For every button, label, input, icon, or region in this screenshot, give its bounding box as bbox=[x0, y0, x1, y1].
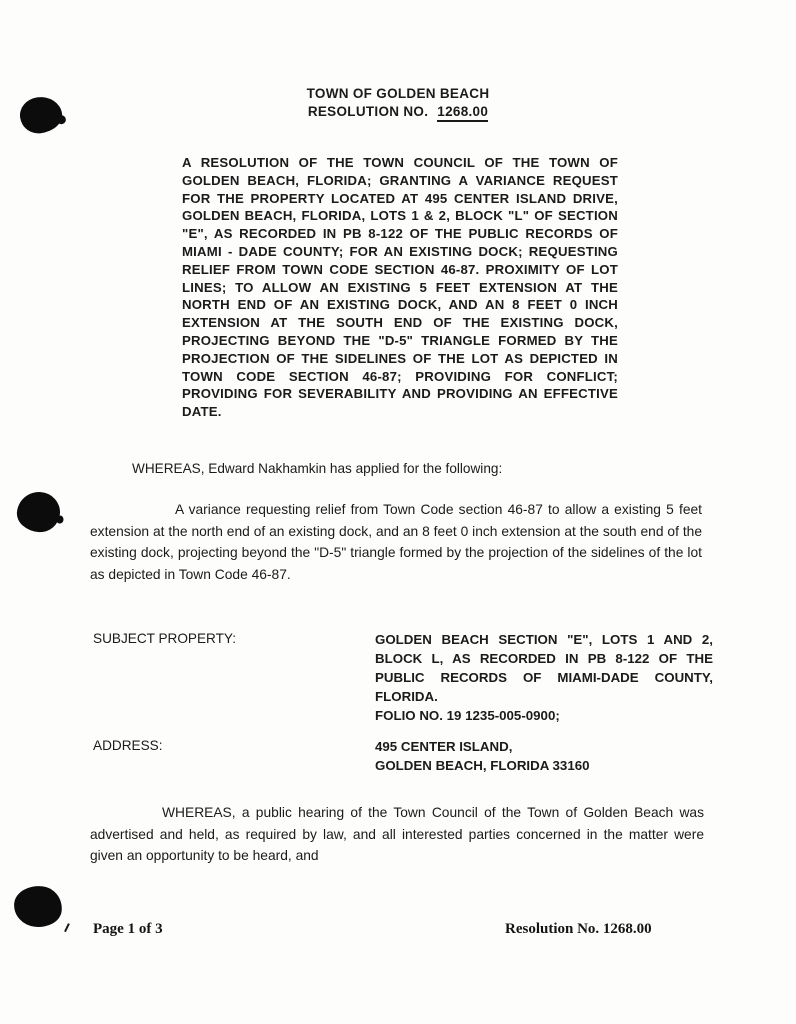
resolution-number: 1268.00 bbox=[437, 104, 488, 122]
document-title: TOWN OF GOLDEN BEACH bbox=[306, 86, 490, 101]
address-label: ADDRESS: bbox=[93, 738, 163, 753]
resolution-number-line bbox=[0, 103, 796, 121]
subject-property-label: SUBJECT PROPERTY: bbox=[93, 631, 237, 646]
page-number: Page 1 of 3 bbox=[93, 921, 163, 937]
address-value bbox=[375, 737, 713, 775]
subject-property-value bbox=[375, 630, 713, 725]
ink-blot-middle-left bbox=[16, 491, 62, 534]
resolution-number-label: RESOLUTION NO. bbox=[307, 104, 429, 119]
subject-property-description: GOLDEN BEACH SECTION "E", LOTS 1 AND 2, BLOCK L, AS RECORDED IN PB 8-122 OF THE PUBLIC RECORDS OF MIAMI-DADE COUNTY, FLORIDA. bbox=[375, 632, 713, 704]
variance-description-paragraph: A variance requesting relief from Town Code section 46-87 to allow a existing 5 feet extension at the north end of an existing dock, and an 8 feet 0 inch extension at the south end of the existing dock, projecting beyond the "D-5" triangle formed by the projection of the sidelines of the lot as depicted in Town Code 46-87. bbox=[90, 502, 702, 582]
whereas-applied-clause: WHEREAS, Edward Nakhamkin has applied for the following: bbox=[132, 461, 503, 476]
subject-property-folio: FOLIO NO. 19 1235-005-0900; bbox=[375, 708, 560, 723]
document-header bbox=[0, 85, 796, 121]
resolution-caption: A RESOLUTION OF THE TOWN COUNCIL OF THE TOWN OF GOLDEN BEACH, FLORIDA; GRANTING A VARIANCE REQUEST FOR THE PROPERTY LOCATED AT 495 CENTER ISLAND DRIVE, GOLDEN BEACH, FLORIDA, LOTS 1 & 2, BLOCK "L" OF SECTION "E", AS RECORDED IN PB 8-122 OF THE PUBLIC RECORDS OF MIAMI - DADE COUNTY; FOR AN EXISTING DOCK; REQUESTING RELIEF FROM TOWN CODE SECTION 46-87. PROXIMITY OF LOT LINES; TO ALLOW AN EXISTING 5 FEET EXTENSION AT THE NORTH END OF AN EXISTING DOCK, AND AN 8 FEET 0 INCH EXTENSION AT THE SOUTH END OF THE EXISTING DOCK, PROJECTING BEYOND THE "D-5" TRIANGLE FORMED BY THE PROJECTION OF THE SIDELINES OF THE LOT AS DEPICTED IN TOWN CODE SECTION 46-87; PROVIDING FOR CONFLICT; PROVIDING FOR SEVERABILITY AND PROVIDING AN EFFECTIVE DATE. bbox=[182, 155, 618, 420]
address-line-1: 495 CENTER ISLAND, bbox=[375, 739, 513, 754]
address-line-2: GOLDEN BEACH, FLORIDA 33160 bbox=[375, 758, 590, 773]
whereas-hearing-clause: WHEREAS, a public hearing of the Town Council of the Town of Golden Beach was advertised and held, as required by law, and all interested parties concerned in the matter were given an opportunity to be heard, and bbox=[90, 805, 704, 864]
ink-blot-bottom-left bbox=[12, 884, 64, 930]
footer-resolution-reference: Resolution No. 1268.00 bbox=[505, 921, 652, 937]
